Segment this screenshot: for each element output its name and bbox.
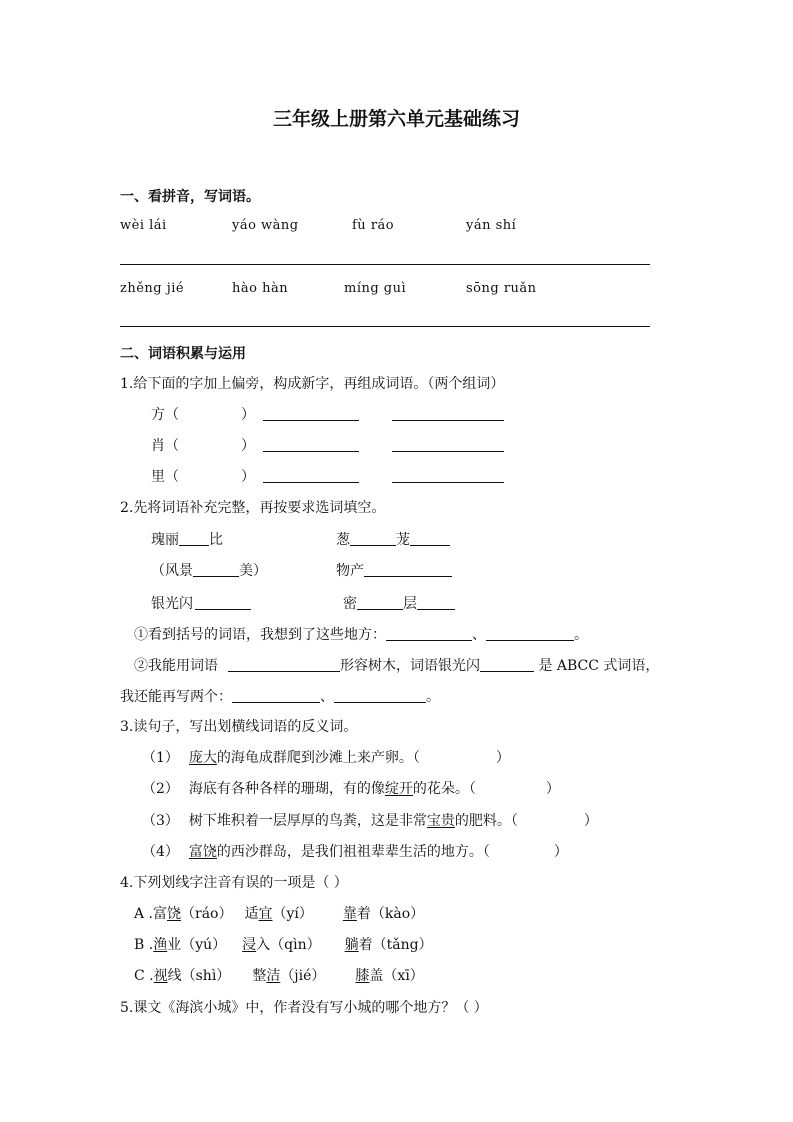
option-label: B . bbox=[134, 937, 154, 953]
pinyin-item: wèi lái bbox=[120, 218, 167, 233]
underlined-char: 躺 bbox=[344, 937, 359, 953]
item-number: （2） bbox=[142, 781, 179, 797]
word-blank[interactable] bbox=[263, 437, 359, 452]
sentence-part: 、 bbox=[472, 627, 486, 643]
pinyin: （jié） bbox=[280, 968, 326, 984]
pinyin-item: hào hàn bbox=[232, 281, 289, 296]
pinyin: （qìn） bbox=[270, 937, 321, 953]
q1-char: 肖 bbox=[151, 438, 165, 454]
q2-word bbox=[336, 560, 452, 580]
pinyin: （xī） bbox=[383, 968, 424, 984]
q2-sentence bbox=[134, 624, 588, 644]
pinyin-item: míng guì bbox=[344, 281, 407, 296]
q1-prompt: 1.给下面的字加上偏旁，构成新字，再组成词语。（两个组词） bbox=[120, 376, 505, 392]
sentence-part: 的肥料。（ bbox=[454, 813, 518, 829]
fill-blank[interactable] bbox=[179, 531, 209, 546]
word-part: 美） bbox=[239, 563, 267, 579]
pinyin-item: zhěng jié bbox=[120, 281, 185, 296]
fill-blank[interactable] bbox=[195, 595, 251, 610]
fill-blank[interactable] bbox=[480, 657, 534, 672]
writing-line[interactable] bbox=[120, 264, 650, 265]
pinyin: （kào） bbox=[370, 906, 425, 922]
sentence-part: 的海龟成群爬到沙滩上来产卵。（ bbox=[216, 750, 420, 766]
word-blank[interactable] bbox=[263, 406, 359, 421]
fill-blank[interactable] bbox=[417, 595, 455, 610]
q3-prompt: 3.读句子，写出划横线词语的反义词。 bbox=[120, 719, 358, 735]
item-number: （3） bbox=[142, 813, 179, 829]
section2-heading: 二、词语积累与运用 bbox=[120, 346, 246, 362]
section1-heading: 一、看拼音，写词语。 bbox=[120, 189, 260, 205]
fill-blank[interactable] bbox=[228, 657, 340, 672]
pinyin: （shì） bbox=[181, 968, 231, 984]
fill-blank[interactable] bbox=[350, 531, 396, 546]
q4-prompt: 4.下列划线字注音有误的一项是（ ） bbox=[120, 875, 348, 891]
fill-blank[interactable] bbox=[357, 595, 403, 610]
q1-char: 里 bbox=[151, 469, 165, 485]
pinyin-item: yáo wàng bbox=[232, 218, 299, 233]
sentence-part: ②我能用词语 bbox=[134, 658, 218, 674]
sentence-part: ） bbox=[545, 781, 560, 797]
sentence-part: ） bbox=[553, 844, 568, 860]
q2-word bbox=[343, 593, 455, 613]
underlined-char: 饶 bbox=[167, 906, 182, 922]
sentence-part: 形容树木，词语银光闪 bbox=[340, 658, 480, 674]
q1-row: 里（ ） bbox=[151, 466, 504, 486]
underlined-word: 庞大 bbox=[188, 750, 217, 766]
underlined-char: 视 bbox=[153, 968, 168, 984]
underlined-char: 洁 bbox=[266, 968, 281, 984]
fill-blank[interactable] bbox=[386, 626, 472, 641]
q1-row: 方（ ） bbox=[151, 404, 504, 424]
q3-item bbox=[142, 747, 510, 767]
q1-char: 方 bbox=[151, 407, 165, 423]
q4-option-c[interactable]: C .视线（shì） 整洁（jié） 膝盖（xī） bbox=[134, 968, 424, 984]
sentence-part: ） bbox=[583, 813, 598, 829]
word-part: 比 bbox=[209, 532, 223, 548]
underlined-word: 宝贵 bbox=[426, 813, 455, 829]
word-part: 密 bbox=[343, 596, 357, 612]
fill-blank[interactable] bbox=[364, 562, 452, 577]
sentence-part: 的西沙群岛，是我们祖祖辈辈生活的地方。（ bbox=[216, 844, 490, 860]
q3-item bbox=[142, 841, 568, 861]
underlined-word: 富饶 bbox=[188, 844, 217, 860]
word-part: （风景 bbox=[151, 563, 193, 579]
word-part: 瑰丽 bbox=[151, 532, 179, 548]
word-part: 银光闪 bbox=[151, 596, 193, 612]
q4-option-b[interactable]: B .渔业（yú） 浸入（qìn） 躺着（tǎng） bbox=[134, 937, 433, 953]
fill-blank[interactable] bbox=[232, 688, 320, 703]
sentence-part: 。 bbox=[574, 627, 588, 643]
underlined-char: 宜 bbox=[258, 906, 273, 922]
word-part: 层 bbox=[403, 596, 417, 612]
fill-blank[interactable] bbox=[410, 531, 450, 546]
q4-option-a[interactable]: A .富饶（ráo） 适宜（yí） 靠着（kào） bbox=[134, 906, 425, 922]
sentence-part: 我还能再写两个： bbox=[120, 689, 232, 705]
underlined-char: 渔 bbox=[153, 937, 168, 953]
pinyin-item: sōng ruǎn bbox=[466, 281, 537, 296]
writing-line[interactable] bbox=[120, 326, 650, 327]
underlined-word: 绽开 bbox=[384, 781, 413, 797]
word-blank[interactable] bbox=[392, 437, 504, 452]
q2-sentence bbox=[134, 655, 659, 675]
underlined-char: 浸 bbox=[242, 937, 257, 953]
option-label: A . bbox=[134, 906, 154, 922]
pinyin: （tǎng） bbox=[372, 937, 433, 953]
underlined-char: 膝 bbox=[355, 968, 370, 984]
sentence-part: ） bbox=[495, 750, 510, 766]
sentence-part: 的花朵。（ bbox=[412, 781, 476, 797]
pinyin-item: yán shí bbox=[466, 218, 517, 233]
fill-blank[interactable] bbox=[334, 688, 426, 703]
q3-item bbox=[142, 810, 598, 830]
q2-word bbox=[151, 560, 267, 580]
sentence-part: 树下堆积着一层厚厚的鸟粪，这是非常 bbox=[188, 813, 427, 829]
pinyin: （ráo） bbox=[181, 906, 233, 922]
pinyin-item: fù ráo bbox=[352, 218, 395, 233]
sentence-part: 、 bbox=[320, 689, 334, 705]
q2-sentence bbox=[120, 686, 440, 706]
q2-word bbox=[151, 529, 223, 549]
option-label: C . bbox=[134, 968, 154, 984]
q3-item bbox=[142, 778, 560, 798]
underlined-char: 靠 bbox=[342, 906, 357, 922]
fill-blank[interactable] bbox=[486, 626, 574, 641]
sentence-part: 海底有各种各样的珊瑚，有的像 bbox=[188, 781, 385, 797]
word-part: 茏 bbox=[396, 532, 410, 548]
sentence-part: ①看到括号的词语，我想到了这些地方： bbox=[134, 627, 386, 643]
q2-word bbox=[151, 593, 251, 613]
q1-row: 肖（ ） bbox=[151, 435, 504, 455]
word-blank[interactable] bbox=[392, 468, 504, 483]
fill-blank[interactable] bbox=[193, 562, 239, 577]
item-number: （1） bbox=[142, 750, 179, 766]
word-blank[interactable] bbox=[392, 406, 504, 421]
q2-word bbox=[336, 529, 450, 549]
pinyin: （yí） bbox=[272, 906, 313, 922]
sentence-part: 是 ABCC 式词语， bbox=[538, 658, 660, 674]
q2-prompt: 2.先将词语补充完整，再按要求选词填空。 bbox=[120, 500, 386, 516]
sentence-part: 。 bbox=[426, 689, 440, 705]
word-blank[interactable] bbox=[263, 468, 359, 483]
word-part: 葱 bbox=[336, 532, 350, 548]
q5-prompt: 5.课文《海滨小城》中，作者没有写小城的哪个地方？（ ） bbox=[120, 1000, 488, 1016]
word-part: 物产 bbox=[336, 563, 364, 579]
item-number: （4） bbox=[142, 844, 179, 860]
page-title: 三年级上册第六单元基础练习 bbox=[272, 108, 520, 130]
pinyin: （yú） bbox=[181, 937, 227, 953]
